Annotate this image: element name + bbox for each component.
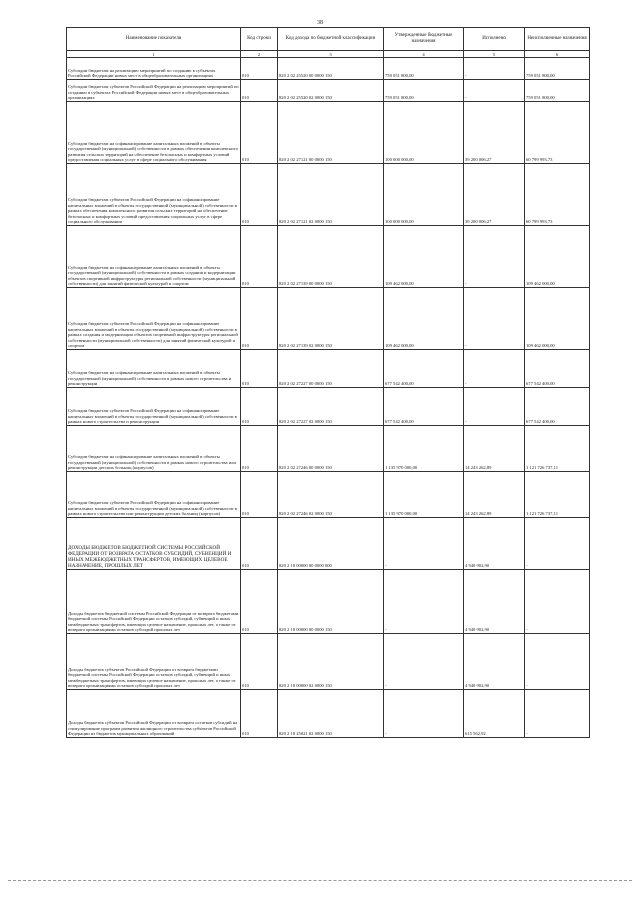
unexecuted-amount: -	[525, 518, 590, 570]
income-code: 820 2 18 00000 00 0000 000	[278, 518, 384, 570]
line-code: 010	[241, 350, 278, 388]
approved-amount: 677 542 400,00	[384, 350, 464, 388]
income-code: 820 2 02 27246 00 0000 150	[278, 426, 384, 472]
indicator-name: Субсидии бюджетам на реализацию мероприятий по созданию в субъектах Российской Федерации новых мест в общеобразовательных организациях	[67, 58, 241, 80]
line-code: 010	[241, 226, 278, 288]
column-number-row	[67, 51, 590, 58]
column-number: 4	[384, 51, 464, 58]
header-income-code: Код дохода по бюджетной классификации	[278, 28, 384, 51]
indicator-name: Субсидии бюджетам на софинансирование капитальных вложений в объекты государственной (муниципальной) собственности в рамках создания и модернизации объектов спортивной инфраструктуры региональной собственности (муниципальной собственности) для занятий физической культурой и спортом	[67, 226, 241, 288]
approved-amount: 100 000 000,00	[384, 102, 464, 164]
unexecuted-amount: 677 542 400,00	[525, 350, 590, 388]
unexecuted-amount: 109 462 000,00	[525, 288, 590, 350]
income-code: 820 2 02 27227 02 0000 150	[278, 388, 384, 426]
unexecuted-amount: 60 799 993,73	[525, 164, 590, 226]
line-code: 010	[241, 102, 278, 164]
executed-amount: -	[464, 350, 525, 388]
indicator-name: Субсидии бюджетам на софинансирование капитальных вложений в объекты государственной (муниципальной) собственности в рамках обеспечения комплексного развития сельских территорий на обеспечение безопасных и комфортных условий предоставления социальных услуг в сфере социального обслуживания	[67, 102, 241, 164]
table-row	[67, 426, 590, 472]
table-row	[67, 388, 590, 426]
income-code: 820 2 18 00000 00 0000 150	[278, 570, 384, 634]
executed-amount: 14 243 262,89	[464, 472, 525, 518]
line-code: 010	[241, 634, 278, 690]
column-number: 3	[278, 51, 384, 58]
unexecuted-amount: -	[525, 570, 590, 634]
income-code: 820 2 02 25520 00 0000 150	[278, 58, 384, 80]
line-code: 010	[241, 690, 278, 738]
income-code: 820 2 02 25520 02 0000 150	[278, 80, 384, 102]
income-code: 820 2 02 27139 00 0000 150	[278, 226, 384, 288]
header-unexecuted: Неисполненные назначения	[525, 28, 590, 51]
indicator-name: Доходы бюджетов субъектов Российской Федерации от возврата остатков субсидий на стимулирование программ развития жилищного строительства субъектов Российской Федерации из бюджетов муниципальных образований	[67, 690, 241, 738]
approved-amount: 677 542 400,00	[384, 388, 464, 426]
executed-amount: -	[464, 388, 525, 426]
indicator-name: Доходы бюджетов субъектов Российской Федерации от возврата бюджетами бюджетной системы Российской Федерации остатков субсидий, субвенций и иных межбюджетных трансфертов, имеющих целевое назначение, прошлых лет, а также от возврата организациями остатков субсидий прошлых лет	[67, 634, 241, 690]
header-name: Наименование показателя	[67, 28, 241, 51]
page-number: 38	[317, 20, 323, 26]
table-row	[67, 102, 590, 164]
unexecuted-amount: 759 051 800,00	[525, 58, 590, 80]
header-line-code: Код строки	[241, 28, 278, 51]
indicator-name: Субсидии бюджетам на софинансирование капитальных вложений в объекты государственной (муниципальной) собственности в рамках нового строительства и реконструкции	[67, 350, 241, 388]
indicator-name: Субсидии бюджетам субъектов Российской Федерации на софинансирование капитальных вложений в объекты государственной (муниципальной) собственности в рамках обеспечения комплексного развития сельских территорий на обеспечение безопасных и комфортных условий предоставления социальных услуг в сфере социального обслуживания	[67, 164, 241, 226]
executed-amount: 4 940 902,90	[464, 634, 525, 690]
income-code: 820 2 02 27121 00 0000 150	[278, 102, 384, 164]
income-report-table	[66, 27, 590, 738]
executed-amount: 4 940 902,90	[464, 570, 525, 634]
approved-amount: -	[384, 690, 464, 738]
page-bottom-divider	[8, 880, 632, 881]
line-code: 010	[241, 80, 278, 102]
executed-amount: 39 200 006,27	[464, 102, 525, 164]
income-code: 820 2 02 27121 02 0000 150	[278, 164, 384, 226]
executed-amount: -	[464, 80, 525, 102]
indicator-name: Субсидии бюджетам на софинансирование капитальных вложений в объекты государственной (муниципальной) собственности в рамках нового строительства или реконструкции детских больниц (корпусов)	[67, 426, 241, 472]
table-row	[67, 80, 590, 102]
approved-amount: 100 000 000,00	[384, 164, 464, 226]
table-row	[67, 58, 590, 80]
table-row	[67, 164, 590, 226]
unexecuted-amount: 109 462 000,00	[525, 226, 590, 288]
income-code: 820 2 02 27246 02 0000 150	[278, 472, 384, 518]
line-code: 010	[241, 58, 278, 80]
indicator-name: Субсидии бюджетам субъектов Российской Федерации на софинансирование капитальных вложений в объекты государственной (муниципальной) собственности в рамках создания и модернизации объектов спортивной инфраструктуры региональной собственности (муниципальной собственности) для занятий физической культурой и спортом	[67, 288, 241, 350]
column-number: 2	[241, 51, 278, 58]
executed-amount: -	[464, 58, 525, 80]
line-code: 010	[241, 426, 278, 472]
table-row	[67, 518, 590, 570]
line-code: 010	[241, 518, 278, 570]
line-code: 010	[241, 164, 278, 226]
column-number: 5	[464, 51, 525, 58]
table-row	[67, 472, 590, 518]
line-code: 010	[241, 570, 278, 634]
line-code: 010	[241, 288, 278, 350]
executed-amount: -	[464, 288, 525, 350]
header-executed: Исполнено	[464, 28, 525, 51]
table-row	[67, 350, 590, 388]
approved-amount: 759 051 800,00	[384, 80, 464, 102]
header-row	[67, 28, 590, 51]
unexecuted-amount: 1 121 726 737,11	[525, 426, 590, 472]
income-code: 820 2 02 27227 00 0000 150	[278, 350, 384, 388]
income-code: 820 2 02 27139 02 0000 150	[278, 288, 384, 350]
approved-amount: 1 135 970 000,00	[384, 426, 464, 472]
unexecuted-amount: -	[525, 690, 590, 738]
table-row	[67, 570, 590, 634]
executed-amount: -	[464, 226, 525, 288]
approved-amount: -	[384, 570, 464, 634]
indicator-name: Доходы бюджетов бюджетной системы Российской Федерации от возврата бюджетами бюджетной системы Российской Федерации остатков субсидий, субвенций и иных межбюджетных трансфертов, имеющих целевое назначение, прошлых лет, а также от возврата организациями остатков субсидий прошлых лет	[67, 570, 241, 634]
line-code: 010	[241, 388, 278, 426]
executed-amount: 14 243 262,89	[464, 426, 525, 472]
approved-amount: 759 051 800,00	[384, 58, 464, 80]
table-row	[67, 690, 590, 738]
income-code: 820 2 18 25021 02 0000 150	[278, 690, 384, 738]
line-code: 010	[241, 472, 278, 518]
income-code: 820 2 18 00000 02 0000 150	[278, 634, 384, 690]
indicator-name: Субсидии бюджетам субъектов Российской Федерации на софинансирование капитальных вложений в объекты государственной (муниципальной) собственности в рамках нового строительства и реконструкции	[67, 388, 241, 426]
approved-amount: -	[384, 518, 464, 570]
indicator-name: ДОХОДЫ БЮДЖЕТОВ БЮДЖЕТНОЙ СИСТЕМЫ РОССИЙСКОЙ ФЕДЕРАЦИИ ОТ ВОЗВРАТА ОСТАТКОВ СУБСИДИЙ, СУБВЕНЦИЙ И ИНЫХ МЕЖБЮДЖЕТНЫХ ТРАНСФЕРТОВ, ИМЕЮЩИХ ЦЕЛЕВОЕ НАЗНАЧЕНИЕ, ПРОШЛЫХ ЛЕТ	[67, 518, 241, 570]
approved-amount: 1 135 970 000,00	[384, 472, 464, 518]
indicator-name: Субсидии бюджетам субъектов Российской Федерации на реализацию мероприятий по созданию в субъектах Российской Федерации новых мест в общеобразовательных организациях	[67, 80, 241, 102]
unexecuted-amount: 677 542 400,00	[525, 388, 590, 426]
unexecuted-amount: 1 121 726 737,11	[525, 472, 590, 518]
column-number: 1	[67, 51, 241, 58]
executed-amount: 39 200 006,27	[464, 164, 525, 226]
unexecuted-amount: 60 799 993,73	[525, 102, 590, 164]
indicator-name: Субсидии бюджетам субъектов Российской Федерации на софинансирование капитальных вложений в объекты государственной (муниципальной) собственности в рамках нового строительства или реконструкции детских больниц (корпусов)	[67, 472, 241, 518]
approved-amount: 109 462 000,00	[384, 288, 464, 350]
table-row	[67, 634, 590, 690]
header-approved: Утвержденные бюджетные назначения	[384, 28, 464, 51]
approved-amount: -	[384, 634, 464, 690]
approved-amount: 109 462 000,00	[384, 226, 464, 288]
table-row	[67, 288, 590, 350]
executed-amount: 4 940 902,90	[464, 518, 525, 570]
unexecuted-amount: 759 051 800,00	[525, 80, 590, 102]
table-row	[67, 226, 590, 288]
unexecuted-amount: -	[525, 634, 590, 690]
column-number: 6	[525, 51, 590, 58]
executed-amount: 615 562,92	[464, 690, 525, 738]
